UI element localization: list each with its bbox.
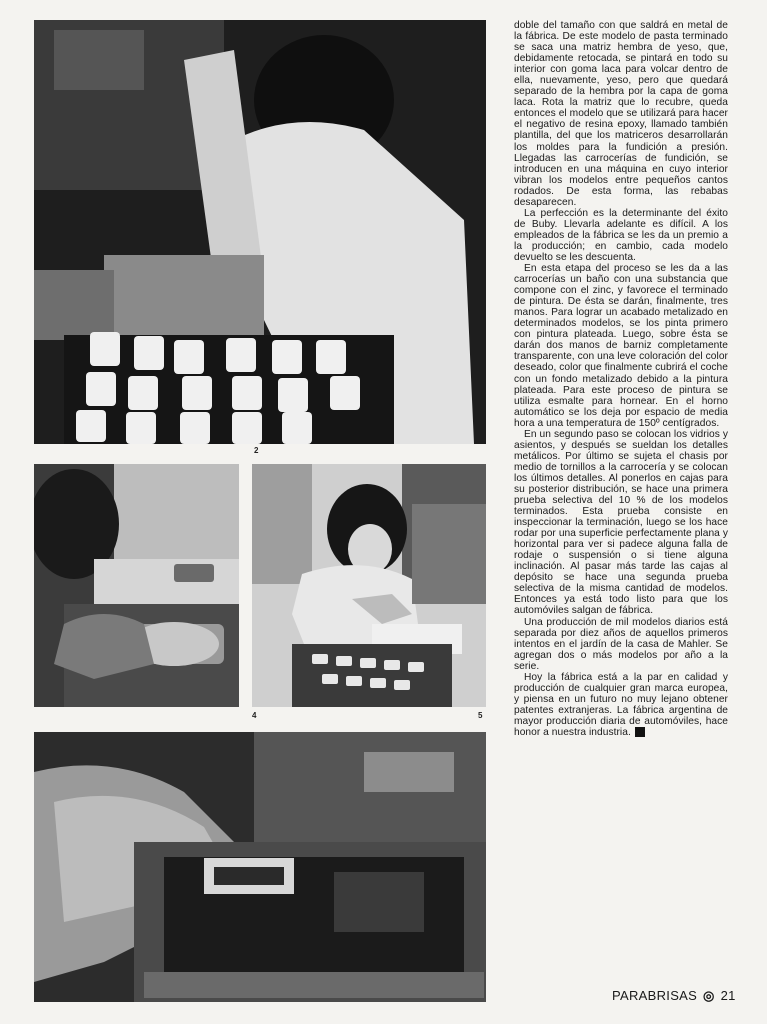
body-paragraph: Una producción de mil modelos diarios está separada por diez años de aquellos primeros intentos en el jardín de la casa de Mahler. Se agregan dos o más modelos por año a la serie. [514,616,728,672]
photo-woman-assembling [252,464,486,707]
figure-number: 4 [252,711,257,720]
final-paragraph-text: Hoy la fábrica está a la par en calidad y producción de cualquier gran marca europea, y piensa en un futuro no muy lejano obtener patentes extranjeras. La fábrica argentina de mayor producción diaria de automóviles, hace honor a nuestra industria. [514,671,728,738]
photo-worker-sorting-models [34,20,486,444]
end-of-article-mark: q [635,727,645,737]
article-body [514,20,728,960]
figure-number: 2 [254,446,259,455]
figure-number: 5 [478,711,483,720]
body-paragraph: En un segundo paso se colocan los vidrios y asientos, y después se sueldan los detalles metálicos. Por último se sujeta el chasis por medio de tornillos a la carrocería y se colocan los últimos detalles. Al ponerlos en cajas para su posterior distribución, se hace una primera prueba selectiva del 10 % de los modelos terminados. Esta prueba consiste en inspeccionar la terminación, luego se los hace rodar por una superficie perfectamente plana y horizontal para ver si padece alguna falla de rodaje o suspensión o si tiene alguna inclinación. Al pasar más tarde las cajas al depósito se hace una segunda prueba selectiva de la misma cantidad de modelos. Entonces ya está todo listo para que los automóviles salgan de fábrica. [514,428,728,617]
photo-hands-with-chassis [34,732,486,1002]
body-paragraph: doble del tamaño con que saldrá en metal de la fábrica. De este modelo de pasta terminado se saca una matriz hembra de yeso, que, debidamente retocada, se pintará en todo su interior con goma laca para volcar dentro de ella, nuevamente, yeso, pero que quedará separado de la hembra por la capa de goma laca. Rota la matriz que lo recubre, queda entonces el modelo que se utilizará para hacer el negativo de resina epoxy, llamado también plantilla, del que los matriceros desarrollarán los moldes para la fundición a presión. Llegadas las carrocerías de fundición, se introducen en una máquina en cuyo interior vibran los modelos entre pequeños cantos rodados. De esta forma, las rebabas desaparecen. [514,20,728,208]
magazine-name: PARABRISAS [612,988,698,1003]
body-paragraph: En esta etapa del proceso se les da a las carrocerías un baño con una substancia que compone con el zinc, y favorece el terminado de pintura. De ésta se darán, finalmente, tres manos. Para lograr un acabado metalizado en determinados modelos, se los pinta primero con pintura plateada. Luego, sobre ésta se darán dos manos de barniz completamente transparente, con una leve coloración del color deseado, color que finalmente cubrirá el coche con un fondo metalizado debido a la pintura plateada. Para este proceso de pintura se utiliza esmalte para hornear. En el horno automático se los deja por espacio de media hora a una temperatura de 150º centígrados. [514,263,728,429]
page-footer [612,988,736,1004]
separator-icon: ◎ [703,988,715,1003]
page-number: 21 [720,988,736,1003]
body-paragraph: La perfección es la determinante del éxito de Buby. Llevarla adelante es difícil. A los empleados de la fábrica se les da un premio a la producción; en cambio, cada modelo devuelto se les descuenta. [514,207,728,263]
body-paragraph [514,672,728,738]
photo-hands-inspecting-body [34,464,239,707]
